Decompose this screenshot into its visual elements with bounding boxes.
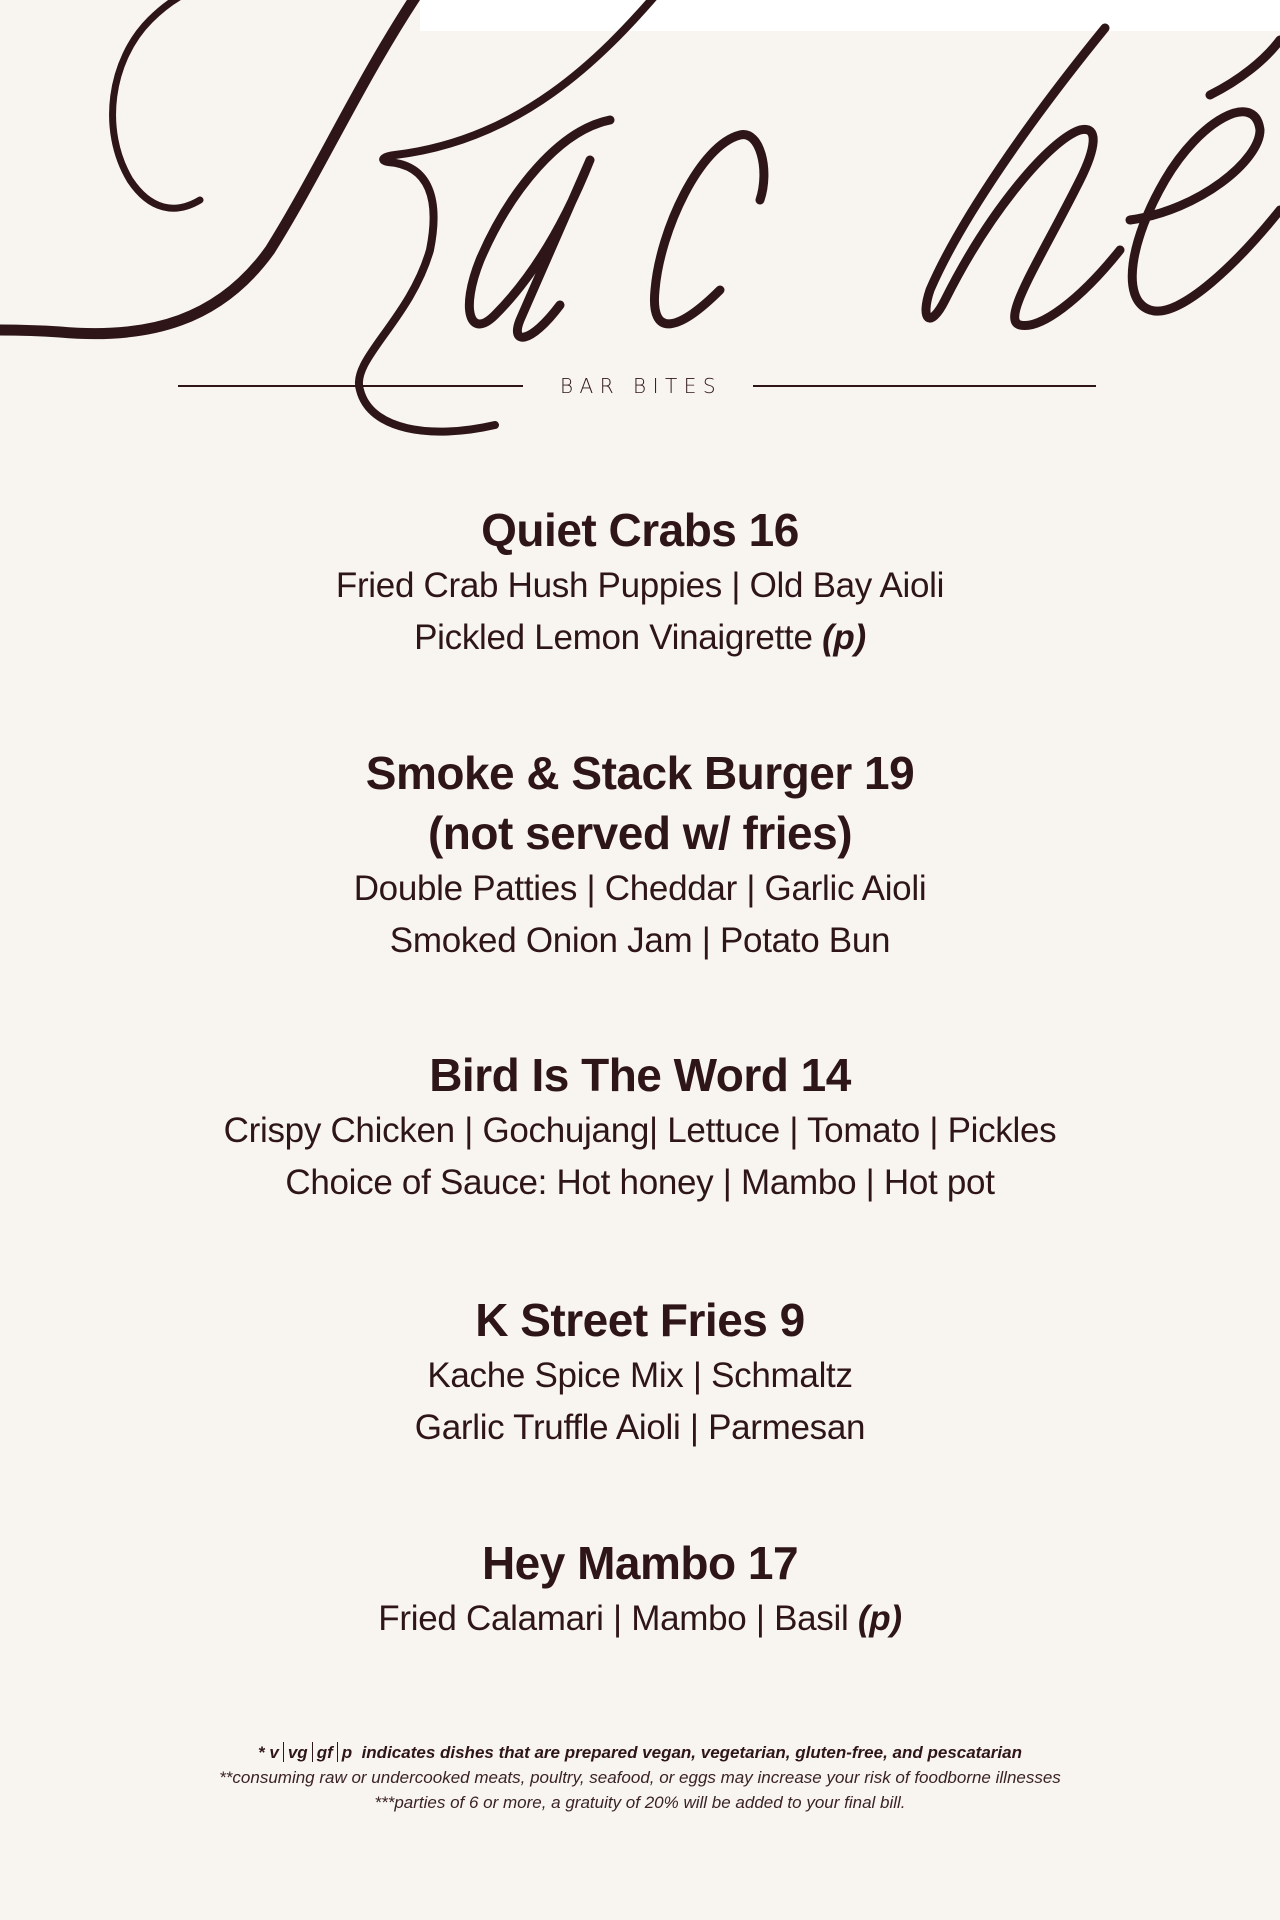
item-title: Smoke & Stack Burger 19 bbox=[365, 747, 915, 799]
pescatarian-tag: (p) bbox=[857, 1599, 902, 1638]
legend-prefix: * bbox=[258, 1743, 265, 1762]
item-description bbox=[0, 1593, 1280, 1645]
item-description: Smoked Onion Jam | Potato Bun bbox=[389, 921, 891, 960]
section-header bbox=[178, 375, 1096, 397]
legend-separator bbox=[283, 1742, 284, 1762]
item-title: Quiet Crabs 16 bbox=[481, 504, 799, 556]
menu-item-k-street-fries bbox=[0, 1290, 1280, 1454]
legend-separator bbox=[337, 1742, 338, 1762]
legend-code-gluten-free: gf bbox=[316, 1743, 333, 1762]
item-description: Choice of Sauce: Hot honey | Mambo | Hot pot bbox=[285, 1163, 995, 1202]
legend-text: indicates dishes that are prepared vegan, vegetarian, gluten-free, and pescatarian bbox=[361, 1743, 1022, 1762]
pescatarian-tag: (p) bbox=[822, 618, 866, 657]
menu-item-bird-is-the-word bbox=[0, 1045, 1280, 1209]
legend-separator bbox=[312, 1742, 313, 1762]
divider-left bbox=[178, 385, 523, 386]
menu-item-quiet-crabs bbox=[0, 500, 1280, 664]
legend-code-vegan: v bbox=[269, 1743, 279, 1762]
legend-code-vegetarian: vg bbox=[287, 1743, 308, 1762]
menu-item-hey-mambo bbox=[0, 1533, 1280, 1645]
item-title: K Street Fries 9 bbox=[475, 1294, 805, 1346]
item-title: Hey Mambo 17 bbox=[481, 1537, 799, 1589]
divider-right bbox=[753, 385, 1096, 386]
item-description: Double Patties | Cheddar | Garlic Aioli bbox=[353, 869, 927, 908]
item-subtitle: (not served w/ fries) bbox=[427, 807, 853, 859]
item-description-text: Pickled Lemon Vinaigrette bbox=[414, 618, 813, 657]
food-safety-note: **consuming raw or undercooked meats, poultry, seafood, or eggs may increase your risk of foodborne illnesses bbox=[219, 1768, 1061, 1787]
legend-code-pescatarian: p bbox=[341, 1743, 353, 1762]
item-description: Fried Crab Hush Puppies | Old Bay Aioli bbox=[335, 566, 945, 605]
item-description: Garlic Truffle Aioli | Parmesan bbox=[414, 1408, 866, 1447]
item-description bbox=[0, 612, 1280, 664]
item-description-text: Fried Calamari | Mambo | Basil bbox=[378, 1599, 849, 1638]
item-title: Bird Is The Word 14 bbox=[429, 1049, 851, 1101]
menu-item-smoke-stack-burger bbox=[0, 743, 1280, 967]
footer-notes bbox=[0, 1740, 1280, 1815]
section-title: BAR BITES bbox=[559, 374, 723, 398]
dietary-legend bbox=[0, 1740, 1280, 1765]
item-description: Kache Spice Mix | Schmaltz bbox=[427, 1356, 853, 1395]
item-description: Crispy Chicken | Gochujang| Lettuce | Tomato | Pickles bbox=[223, 1111, 1057, 1150]
gratuity-note: ***parties of 6 or more, a gratuity of 20% will be added to your final bill. bbox=[374, 1793, 906, 1812]
